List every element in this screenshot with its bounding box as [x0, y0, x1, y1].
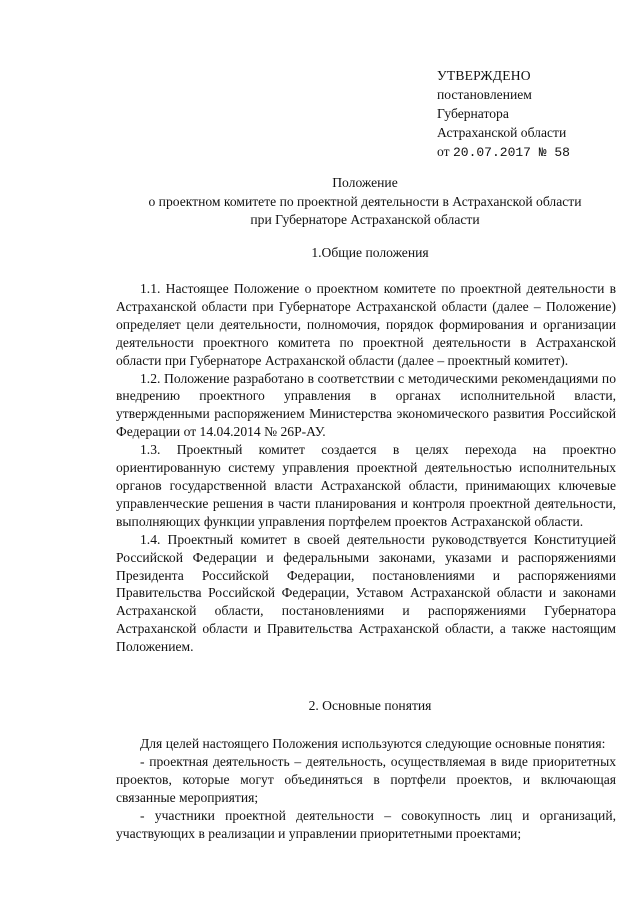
paragraph: 1.3. Проектный комитет создается в целях перехода на проектно ориентированную систему управления проектной деятельностью исполнительных органов государственной власти Астраханской области, принимающих ключевые управленческие решения в части планирования и контроля проектной деятельности, выполняющих функции управления портфелем проектов Астраханской области. [116, 442, 616, 529]
section-2-body [116, 735, 616, 842]
approval-date-line [437, 142, 627, 162]
approval-date: 20.07.2017 № 58 [452, 145, 570, 160]
approval-line: постановлением [437, 87, 532, 102]
title-subline: при Губернаторе Астраханской области [250, 212, 480, 227]
paragraph: - проектная деятельность – деятельность, осуществляемая в виде приоритетных проектов, которые могут объединяться в портфели проектов, и включающая связанные мероприятия; [116, 753, 616, 805]
paragraph: 1.4. Проектный комитет в своей деятельности руководствуется Конституцией Российской Федерации и федеральными законами, указами и распоряжениями Президента Российской Федерации, постановлениями и распоряжениями Правительства Российской Федерации, Уставом Астраханской области и законами Астраханской области, постановлениями и распоряжениями Губернатора Астраханской области и Правительства Астраханской области, а также настоящим Положением. [116, 531, 616, 655]
section-1-heading: 1.Общие положения [311, 245, 429, 260]
title-subline: о проектном комитете по проектной деятельности в Астраханской области [148, 193, 582, 209]
approval-line: Астраханской области [437, 125, 567, 140]
section-2-heading: 2. Основные понятия [308, 698, 432, 713]
approval-title: УТВЕРЖДЕНО [437, 68, 531, 83]
title-heading: Положение [332, 175, 398, 190]
paragraph: Для целей настоящего Положения используются следующие основные понятия: [140, 736, 606, 751]
paragraph: 1.2. Положение разработано в соответствии с методическими рекомендациями по внедрению проектного управления в органах исполнительной власти, утвержденными распоряжением Министерства экономического развития Российской Федерации от 14.04.2014 № 26Р-АУ. [116, 370, 616, 440]
document-title [0, 174, 640, 230]
section-1-body [116, 280, 616, 656]
approval-line: Губернатора [437, 106, 509, 121]
paragraph: - участники проектной деятельности – совокупность лиц и организаций, участвующих в реализации и управлении приоритетными проектами; [116, 807, 616, 841]
paragraph: 1.1. Настоящее Положение о проектном комитете по проектной деятельности в Астраханской области при Губернаторе Астраханской области (далее – Положение) определяет цели деятельности, полномочия, порядок формирования и организации деятельности проектного комитета по проектной деятельности в Астраханской области при Губернаторе Астраханской области (далее – проектный комитет). [116, 281, 616, 368]
approval-stamp [437, 66, 627, 162]
approval-date-prefix: от [437, 144, 450, 159]
